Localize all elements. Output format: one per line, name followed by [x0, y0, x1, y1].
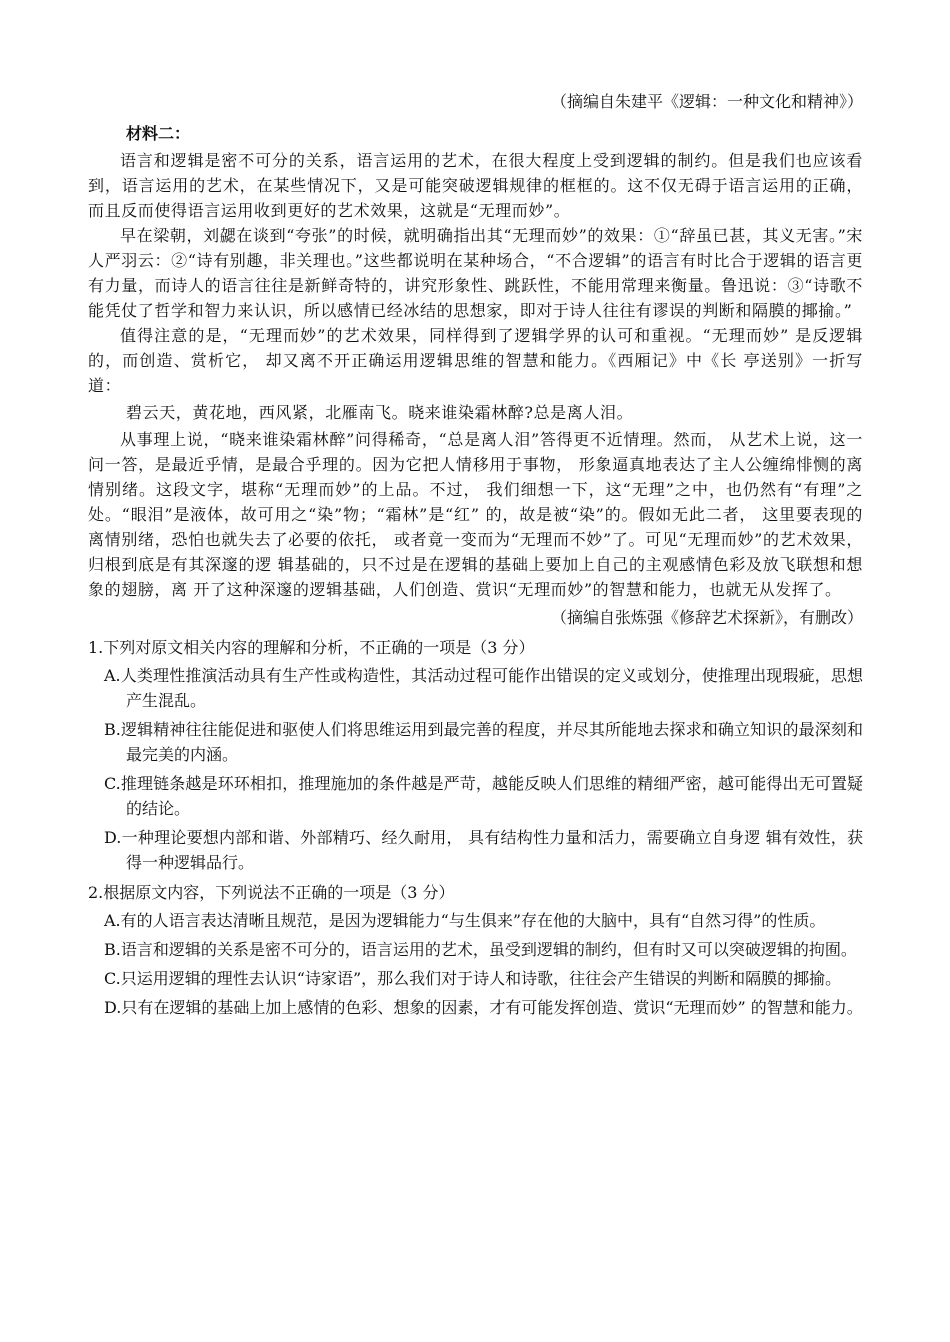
option-c: C.只运用逻辑的理性去认识“诗家语”，那么我们对于诗人和诗歌，往往会产生错误的判断和隔膜的揶揄。: [104, 969, 842, 988]
material-2-section: [88, 120, 863, 632]
material-2-paragraph-3: 值得注意的是，“无理而妙”的艺术效果，同样得到了逻辑学界的认可和重视。“无理而妙” 是反逻辑的，而创造、赏析它， 却又离不开正确运用逻辑思维的智慧和能力。《西厢记》中《长 亭送别》一折写道：: [88, 326, 863, 395]
source-citation-2: （摘编自张炼强《修辞艺术探新》，有删改）: [550, 608, 863, 627]
option-b: B.语言和逻辑的关系是密不可分的，语言运用的艺术，虽受到逻辑的制约，但有时又可以突破逻辑的拘囿。: [104, 940, 857, 959]
option-b: B.逻辑精神往往能促进和驱使人们将思维运用到最完善的程度，并尽其所能地去探求和确立知识的最深刻和最完美的内涵。: [104, 720, 863, 764]
option-d: D.一种理论要想内部和谐、外部精巧、经久耐用， 具有结构性力量和活力，需要确立自身逻 辑有效性，获得一种逻辑品行。: [104, 828, 863, 872]
question-stem: 2.根据原文内容，下列说法不正确的一项是（3 分）: [88, 883, 455, 902]
poem-quote: 碧云天，黄花地，西风紧，北雁南飞。晓来谁染霜林醉?总是离人泪。: [126, 403, 634, 422]
material-2-paragraph-2: 早在梁朝，刘勰在谈到“夸张”的时候，就明确指出其“无理而妙”的效果：①“辞虽已甚，其义无害。”宋人严羽云：②“诗有别趣，非关理也。”这些都说明在某种场合，“不合逻辑”的语言有时比合于逻辑的语言更有力量，而诗人的语言往往是新鲜奇特的，讲究形象性、跳跃性，不能用常理来衡量。鲁迅说：③“诗歌不能凭仗了哲学和智力来认识，所以感情已经冰结的思想家，即对于诗人往往有谬误的判断和隔膜的揶揄。”: [88, 226, 863, 320]
question-1: [88, 634, 863, 875]
option-a: A.人类理性推演活动具有生产性或构造性，其活动过程可能作出错误的定义或划分，使推理出现瑕疵，思想产生混乱。: [104, 666, 863, 710]
document-page: [88, 88, 863, 1024]
option-c: C.推理链条越是环环相扣，推理施加的条件越是严苛，越能反映人们思维的精细严密，越可能得出无可置疑的结论。: [104, 774, 863, 818]
source-citation-1: （摘编自朱建平《逻辑：一种文化和精神》）: [550, 92, 863, 111]
option-a: A.有的人语言表达清晰且规范，是因为逻辑能力“与生俱来”存在他的大脑中，具有“自然习得”的性质。: [104, 911, 826, 930]
option-d: D.只有在逻辑的基础上加上感情的色彩、想象的因素，才有可能发挥创造、赏识“无理而妙” 的智慧和能力。: [104, 998, 863, 1017]
material-2-title: 材料二：: [126, 124, 191, 143]
question-2: [88, 879, 863, 1020]
material-2-paragraph-4: 从事理上说，“晓来谁染霜林醉”问得稀奇，“总是离人泪”答得更不近情理。然而， 从艺术上说，这一问一答，是最近乎情，是最合乎理的。因为它把人情移用于事物， 形象逼真地表达了主人公缠绵悱恻的离情别绪。这段文字，堪称“无理而妙”的上品。不过， 我们细想一下，这“无理”之中，也仍然有“有理”之处。“眼泪”是液体，故可用之“染”物；“霜林”是“红” 的，故是被“染”的。假如无此二者， 这里要表现的离情别绪，恐怕也就失去了必要的依托， 或者竟一变而为“无理而不妙”了。可见“无理而妙”的艺术效果，归根到底是有其深邃的逻 辑基础的，只不过是在逻辑的基础上要加上自己的主观感情色彩及放飞联想和想象的翅膀，离 开了这种深邃的逻辑基础，人们创造、赏识“无理而妙”的智慧和能力，也就无从发挥了。: [88, 430, 863, 599]
material-2-paragraph-1: 语言和逻辑是密不可分的关系，语言运用的艺术，在很大程度上受到逻辑的制约。但是我们也应该看到，语言运用的艺术，在某些情况下，又是可能突破逻辑规律的框框的。这不仅无碍于语言运用的正确，而且反而使得语言运用收到更好的艺术效果，这就是“无理而妙”。: [88, 151, 863, 220]
question-stem: 1.下列对原文相关内容的理解和分析，不正确的一项是（3 分）: [88, 638, 535, 657]
